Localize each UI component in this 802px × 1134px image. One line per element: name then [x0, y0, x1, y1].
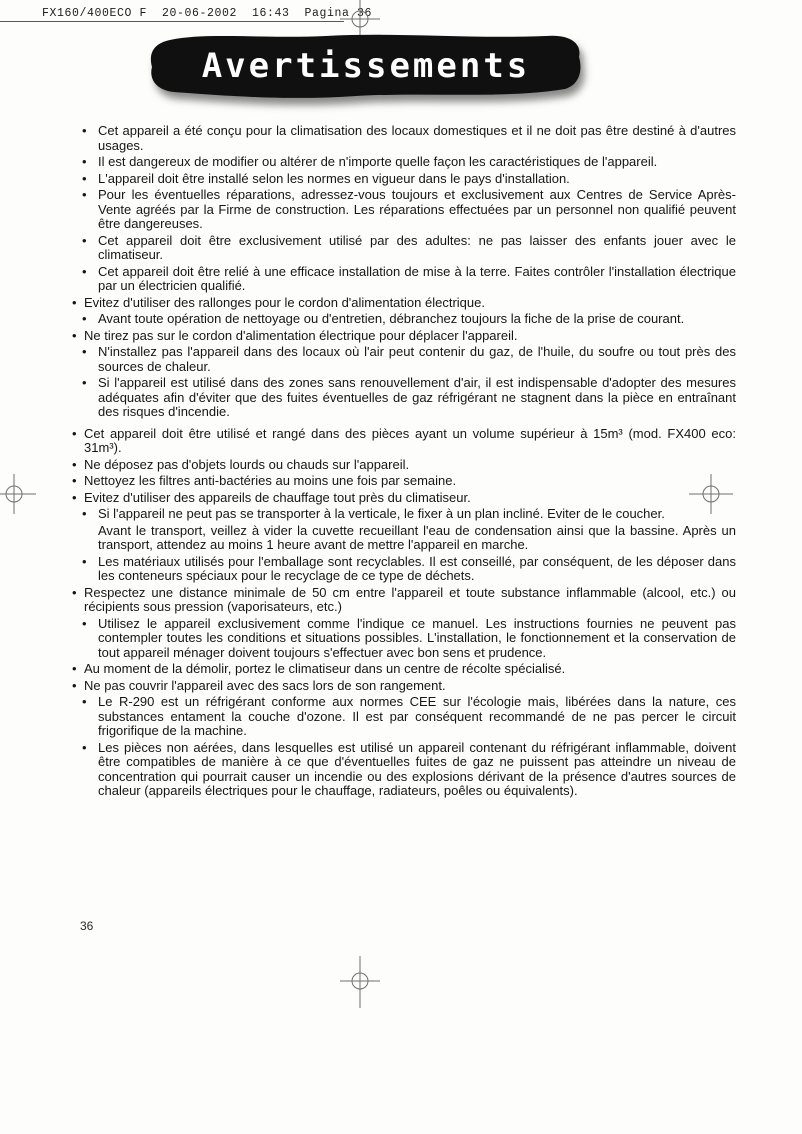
warning-text: Cet appareil doit être relié à une efficace installation de mise à la terre. Faites contrôler l'installation électrique par un électricien qualifié.: [98, 263, 736, 293]
warning-text: Cet appareil doit être utilisé et rangé dans des pièces ayant un volume supérieur à 15m³ (mod. FX400 eco: 31m³).: [84, 425, 736, 455]
bullet-marker: •: [82, 154, 87, 169]
warning-text: Le R-290 est un réfrigérant conforme aux normes CEE sur l'écologie mais, libérées dans la nature, ces substances entament la couche d'ozone. Il est par conséquent recommandé de ne pas percer le circuit frigorifique de la machine.: [98, 694, 736, 738]
page-number: 36: [80, 919, 94, 933]
warning-text: Les matériaux utilisés pour l'emballage sont recyclables. Il est conseillé, par conséquent, de les déposer dans les conteneurs spéciaux pour le recyclage de ce type de déchets.: [98, 553, 736, 583]
warning-text: Cet appareil doit être exclusivement utilisé par des adultes: ne pas laisser des enfants jouer avec le climatiseur.: [98, 232, 736, 262]
bullet-marker: •: [72, 294, 77, 310]
warning-text: Avant le transport, veillez à vider la cuvette recueillant l'eau de condensation ainsi que la bassine. Après un transport, attendez au moins 1 heure avant de mettre l'appareil en marche.: [98, 522, 736, 552]
warning-item: [82, 617, 736, 661]
warning-text: Les pièces non aérées, dans lesquelles est utilisé un appareil contenant du réfrigérant inflammable, doivent être compatibles de manière à ce que d'éventuelles fuites de gaz ne puissent pas atteindre un niveau de concentration qui pourrait causer un incendie ou des explosions dérivant de la présence d'autres sources de chaleur (appareils électriques pour le chauffage, radiateurs, poêles ou équivalents).: [98, 739, 736, 798]
warning-item: [82, 695, 736, 739]
warning-text: Ne pas couvrir l'appareil avec des sacs lors de son rangement.: [84, 677, 446, 693]
warning-item: [82, 265, 736, 294]
bullet-marker: •: [72, 489, 77, 505]
bullet-marker: •: [82, 739, 87, 755]
warning-text: Utilisez le appareil exclusivement comme l'indique ce manuel. Les instructions fournies ne peuvent pas contempler toutes les conditions et situations possibles. L'installation, le fonctionnement et la conservation de tout appareil ménager doivent toujours s'effectuer avec bon sens et prudence.: [98, 615, 736, 660]
bullet-marker: •: [72, 473, 77, 488]
bullet-marker: •: [72, 456, 77, 472]
warning-text: Avant toute opération de nettoyage ou d'entretien, débranchez toujours la fiche de la prise de courant.: [98, 311, 685, 326]
warning-item: [72, 427, 736, 456]
bullet-marker: •: [82, 375, 87, 390]
registration-mark-icon: [338, 956, 382, 1008]
warning-item: [72, 474, 736, 489]
warning-item: [82, 312, 736, 327]
bullet-marker: •: [82, 553, 87, 569]
warning-item: [82, 741, 736, 799]
warning-item: [82, 234, 736, 263]
warning-item: [72, 458, 736, 473]
bullet-marker: •: [82, 187, 87, 202]
warning-text: Cet appareil a été conçu pour la climatisation des locaux domestiques et il ne doit pas être destiné à d'autres usages.: [98, 123, 736, 153]
warning-item: [72, 586, 736, 615]
bullet-marker: •: [72, 677, 77, 693]
bullet-marker: •: [72, 425, 77, 441]
registration-mark-icon: [0, 472, 36, 516]
warning-text: Ne déposez pas d'objets lourds ou chauds sur l'appareil.: [84, 456, 410, 472]
header-rule: [0, 21, 344, 22]
bullet-marker: •: [72, 584, 77, 600]
bullet-marker: •: [82, 263, 87, 279]
warning-item: [72, 329, 736, 344]
warning-item: [72, 296, 736, 311]
bullet-marker: •: [82, 232, 87, 248]
warning-text: Ne tirez pas sur le cordon d'alimentation électrique pour déplacer l'appareil.: [84, 327, 518, 343]
bullet-marker: •: [82, 694, 87, 709]
warning-item: [82, 172, 736, 187]
warning-text: Respectez une distance minimale de 50 cm entre l'appareil et toute substance inflammable (alcool, etc.) ou récipients sous pression (vaporisateurs, etc.): [84, 584, 736, 614]
warning-item: [72, 491, 736, 506]
warning-text: Nettoyez les filtres anti-bactéries au moins une fois par semaine.: [84, 473, 457, 488]
warning-item: [82, 507, 736, 522]
warning-item: [72, 679, 736, 694]
warning-text: Pour les éventuelles réparations, adressez-vous toujours et exclusivement aux Centres de Service Après-Vente agréés par la Firme de construction. Les réparations effectuées par un personnel non qualifié peuvent être dangereuses.: [98, 187, 736, 231]
warning-item: [82, 124, 736, 153]
bullet-marker: •: [82, 311, 87, 326]
page-title: Avertissements: [201, 46, 531, 86]
warning-item: [72, 662, 736, 677]
warning-item: [82, 155, 736, 170]
bullet-marker: [82, 524, 98, 553]
warning-text: Il est dangereux de modifier ou altérer de n'importe quelle façon les caractéristiques de l'appareil.: [98, 154, 658, 169]
warnings-list: [72, 123, 736, 801]
title-banner: [146, 30, 586, 108]
warning-item: [82, 524, 736, 553]
warning-text: Evitez d'utiliser des appareils de chauffage tout près du climatiseur.: [84, 489, 471, 505]
bullet-marker: •: [82, 615, 87, 631]
warning-text: N'installez pas l'appareil dans des locaux où l'air peut contenir du gaz, de l'huile, du soufre ou tout près des sources de chaleur.: [98, 344, 736, 374]
bullet-marker: •: [72, 327, 77, 343]
warning-text: Evitez d'utiliser des rallonges pour le cordon d'alimentation électrique.: [84, 294, 485, 310]
warning-text: Au moment de la démolir, portez le climatiseur dans un centre de récolte spécialisé.: [84, 661, 566, 676]
warning-text: Si l'appareil est utilisé dans des zones sans renouvellement d'air, il est indispensable d'adopter des mesures adéquates afin d'éviter que des fuites éventuelles de gaz réfrigérant ne stagnent dans la pièce en entraînant des risques d'incendie.: [98, 375, 736, 419]
warning-item: [82, 188, 736, 232]
bullet-marker: •: [82, 344, 87, 359]
bullet-marker: •: [72, 661, 77, 676]
warning-item: [82, 555, 736, 584]
bullet-marker: •: [82, 123, 87, 138]
bullet-marker: •: [82, 506, 87, 521]
warning-text: L'appareil doit être installé selon les normes en vigueur dans le pays d'installation.: [98, 170, 570, 186]
bullet-marker: •: [82, 170, 87, 186]
print-header-text: FX160/400ECO F 20-06-2002 16:43 Pagina 36: [42, 7, 373, 20]
warning-item: [82, 376, 736, 420]
warning-item: [82, 345, 736, 374]
warning-text: Si l'appareil ne peut pas se transporter à la verticale, le fixer à un plan incliné. Eviter de le coucher.: [98, 506, 665, 521]
